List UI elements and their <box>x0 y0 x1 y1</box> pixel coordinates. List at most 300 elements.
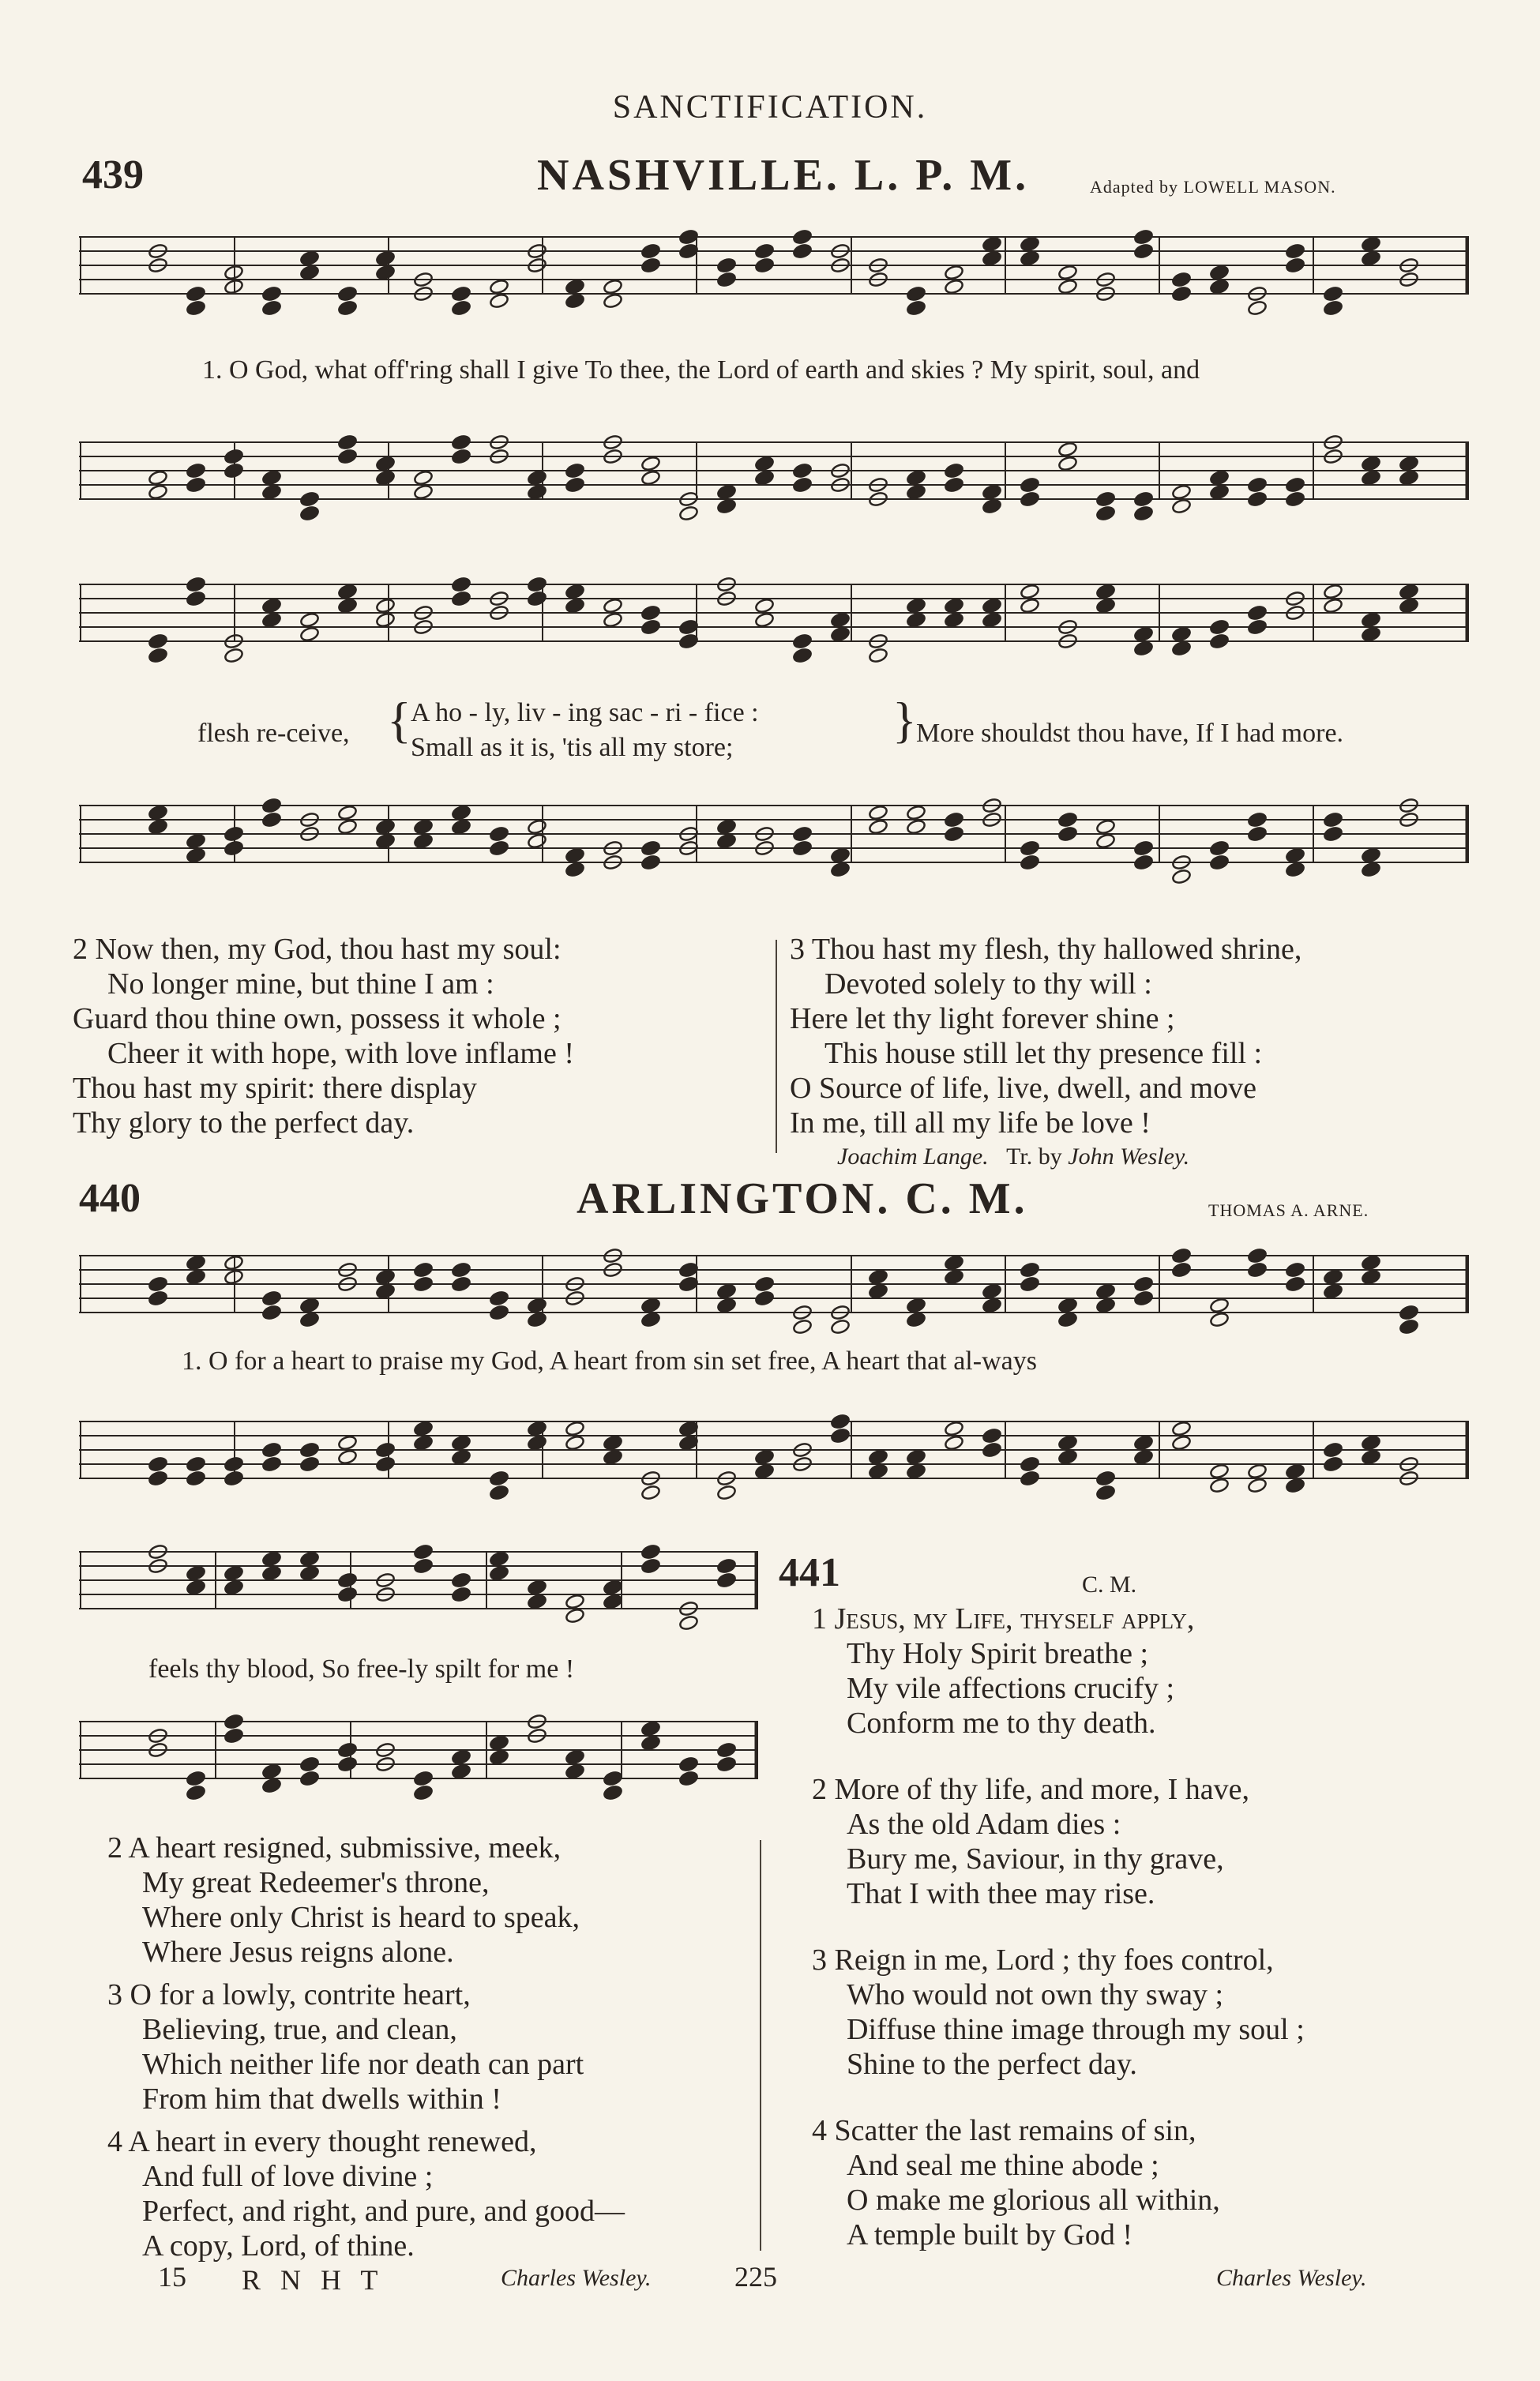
note-head <box>716 1485 736 1500</box>
note-head <box>982 612 1001 629</box>
note-head <box>337 286 357 302</box>
note-head <box>1095 598 1115 614</box>
note-head <box>640 243 660 260</box>
note-head <box>944 477 963 494</box>
note-head <box>1247 812 1267 828</box>
note-head <box>489 293 509 310</box>
note-head <box>261 484 281 501</box>
note-head <box>1323 286 1343 302</box>
note-head <box>299 1565 319 1582</box>
note-head <box>527 470 547 486</box>
note-head <box>754 1463 774 1480</box>
note-head <box>982 236 1001 253</box>
music-staff-bass-439-1 <box>79 426 1469 529</box>
note-head <box>944 598 963 614</box>
verse-line: Guard thou thine own, possess it whole ; <box>73 1002 562 1035</box>
note-head <box>337 598 357 614</box>
note-head <box>223 1579 243 1596</box>
note-head <box>565 1435 584 1452</box>
hymn-440-verses <box>107 1831 625 2263</box>
note-head <box>299 1551 319 1568</box>
note-head <box>1095 1485 1115 1500</box>
note-head <box>261 286 281 302</box>
note-head <box>716 498 736 515</box>
note-head <box>1057 1435 1077 1452</box>
note-head <box>982 1283 1001 1300</box>
note-head <box>1020 1262 1039 1279</box>
translator-name: John Wesley. <box>1068 1144 1190 1170</box>
note-head <box>982 484 1001 501</box>
note-head <box>1361 1435 1380 1452</box>
note-head <box>451 591 471 607</box>
note-head <box>413 484 433 501</box>
note-head <box>716 484 736 501</box>
note-head <box>337 1742 357 1759</box>
note-head <box>1361 1255 1380 1271</box>
verse-line: 1 Jesus, my Life, thyself apply, <box>812 1602 1195 1636</box>
note-head <box>830 1428 850 1444</box>
note-head <box>944 1435 963 1452</box>
note-head <box>451 300 471 317</box>
note-head <box>1171 869 1191 885</box>
note-head <box>754 257 774 274</box>
note-head <box>1095 584 1115 600</box>
note-head <box>148 1456 167 1473</box>
note-head <box>1057 826 1077 843</box>
note-head <box>413 1262 433 1279</box>
note-head <box>754 1449 774 1466</box>
tune-title-nashville: NASHVILLE. L. P. M. <box>537 151 1030 200</box>
note-head <box>1209 279 1229 295</box>
note-head <box>640 1298 660 1314</box>
verse-line: In me, till all my life be love ! <box>790 1106 1151 1140</box>
note-head <box>716 1298 736 1314</box>
hymn-number-441: 441 <box>779 1550 840 1595</box>
hymn-439-verse-2 <box>73 932 574 1140</box>
verse-line: Diffuse thine image through my soul ; <box>847 2013 1305 2046</box>
note-head <box>603 1785 622 1801</box>
note-head <box>1209 265 1229 281</box>
verse-line: Who would not own thy sway ; <box>847 1978 1224 2011</box>
note-head <box>375 1442 395 1459</box>
note-head <box>603 1579 622 1596</box>
note-head <box>603 1594 622 1610</box>
note-head <box>792 1319 812 1335</box>
note-head <box>261 1778 281 1794</box>
note-head <box>1399 1305 1418 1321</box>
note-head <box>830 847 850 864</box>
verse-line: Where only Christ is heard to speak, <box>142 1901 580 1934</box>
note-head <box>1323 1283 1343 1300</box>
note-head <box>527 1579 547 1596</box>
note-head <box>1285 491 1305 508</box>
verse-line: Conform me to thy death. <box>847 1707 1156 1740</box>
column-divider-2 <box>760 1840 761 2251</box>
note-head <box>868 819 888 836</box>
note-head <box>1133 640 1153 657</box>
note-head <box>261 1763 281 1780</box>
music-staff-treble-439-2 <box>79 569 1469 671</box>
note-head <box>223 1456 243 1473</box>
note-head <box>1133 840 1153 857</box>
note-head <box>1323 598 1343 614</box>
author-name: Joachim Lange. <box>837 1144 989 1170</box>
note-head <box>792 648 812 664</box>
note-head <box>792 840 812 857</box>
note-head <box>754 612 774 629</box>
note-head <box>640 1312 660 1328</box>
note-head <box>1057 812 1077 828</box>
verse-line: From him that dwells within ! <box>142 2082 501 2116</box>
note-head <box>375 598 395 614</box>
note-head <box>451 805 471 821</box>
note-head <box>337 434 357 451</box>
note-head <box>830 1414 850 1430</box>
note-head <box>299 250 319 267</box>
note-head <box>1361 456 1380 472</box>
brace-open: { <box>387 692 411 748</box>
note-head <box>375 833 395 850</box>
note-head <box>1171 484 1191 501</box>
note-head <box>1095 1283 1115 1300</box>
verse-line: Which neither life nor death can part <box>142 2048 584 2081</box>
note-head <box>1209 619 1229 636</box>
verse-line: Thy Holy Spirit breathe ; <box>847 1637 1149 1670</box>
note-head <box>223 449 243 465</box>
note-head <box>413 1771 433 1787</box>
note-head <box>337 449 357 465</box>
note-head <box>413 1421 433 1437</box>
note-head <box>1399 584 1418 600</box>
note-head <box>1209 1478 1229 1494</box>
note-head <box>186 833 205 850</box>
note-head <box>375 470 395 486</box>
verse-line: And full of love divine ; <box>142 2160 434 2193</box>
note-head <box>1171 498 1191 515</box>
note-head <box>451 434 471 451</box>
note-head <box>1323 826 1343 843</box>
note-head <box>754 243 774 260</box>
note-head <box>261 300 281 317</box>
music-staff-bass-439-2 <box>79 790 1469 892</box>
note-head <box>640 1544 660 1560</box>
note-head <box>678 229 698 246</box>
note-head <box>565 463 584 479</box>
note-head <box>337 1435 357 1452</box>
note-head <box>868 1449 888 1466</box>
note-head <box>1247 477 1267 494</box>
footer-signature-letters: R N H T <box>242 2264 385 2296</box>
note-head <box>678 633 698 650</box>
note-head <box>451 1262 471 1279</box>
note-head <box>1285 477 1305 494</box>
note-head <box>565 598 584 614</box>
hymn-439-lyric-line-2c: Small as it is, 'tis all my store; <box>411 733 734 762</box>
verse-line: Thy glory to the perfect day. <box>73 1106 415 1140</box>
note-head <box>1209 470 1229 486</box>
note-head <box>906 1298 926 1314</box>
note-head <box>1020 1456 1039 1473</box>
note-head <box>640 1721 660 1737</box>
verse-line: O Source of life, live, dwell, and move <box>790 1072 1256 1105</box>
composer-name: LOWELL MASON. <box>1183 177 1336 197</box>
note-head <box>1399 598 1418 614</box>
note-head <box>1361 612 1380 629</box>
note-head <box>678 1435 698 1452</box>
verse-line: Shine to the perfect day. <box>847 2048 1137 2081</box>
note-head <box>1361 1449 1380 1466</box>
note-head <box>754 598 774 614</box>
note-head <box>1285 243 1305 260</box>
note-head <box>1133 229 1153 246</box>
note-head <box>527 1594 547 1610</box>
note-head <box>603 1435 622 1452</box>
note-head <box>1171 640 1191 657</box>
note-head <box>337 1756 357 1773</box>
note-head <box>337 1572 357 1589</box>
note-head <box>261 1305 281 1321</box>
note-head <box>1020 598 1039 614</box>
note-head <box>337 584 357 600</box>
note-head <box>1247 826 1267 843</box>
tune-title-arlington: ARLINGTON. C. M. <box>577 1174 1028 1223</box>
note-head <box>830 612 850 629</box>
note-head <box>186 847 205 864</box>
note-head <box>678 1421 698 1437</box>
note-head <box>906 819 926 836</box>
verse-line: 3 Thou hast my flesh, thy hallowed shrine, <box>790 933 1302 966</box>
note-head <box>1209 1298 1229 1314</box>
note-head <box>299 265 319 281</box>
column-divider <box>776 940 777 1153</box>
note-head <box>1247 1478 1267 1494</box>
note-head <box>565 279 584 295</box>
note-head <box>527 819 547 836</box>
note-head <box>678 1756 698 1773</box>
note-head <box>640 1735 660 1752</box>
note-head <box>830 626 850 643</box>
note-head <box>1247 619 1267 636</box>
note-head <box>982 498 1001 515</box>
note-head <box>148 633 167 650</box>
note-head <box>603 279 622 295</box>
note-head <box>1361 236 1380 253</box>
note-head <box>148 484 167 501</box>
verse-line: A temple built by God ! <box>847 2218 1133 2251</box>
note-head <box>223 840 243 857</box>
note-head <box>451 1587 471 1603</box>
note-head <box>261 1551 281 1568</box>
note-head <box>1247 605 1267 622</box>
note-head <box>678 505 698 522</box>
note-head <box>413 1785 433 1801</box>
verse-line: 3 Reign in me, Lord ; thy foes control, <box>812 1943 1274 1977</box>
note-head <box>1133 626 1153 643</box>
note-head <box>716 257 736 274</box>
note-head <box>716 272 736 288</box>
note-head <box>527 1435 547 1452</box>
note-head <box>1020 250 1039 267</box>
note-head <box>1057 441 1077 458</box>
note-head <box>1361 1269 1380 1286</box>
hymn-439-lyric-line-2a: flesh re-ceive, <box>197 719 350 748</box>
note-head <box>792 826 812 843</box>
note-head <box>640 854 660 871</box>
note-head <box>527 591 547 607</box>
note-head <box>1171 1421 1191 1437</box>
note-head <box>640 1485 660 1500</box>
hymn-439-attribution <box>837 1144 1189 1170</box>
note-head <box>1361 250 1380 267</box>
note-head <box>337 300 357 317</box>
note-head <box>413 470 433 486</box>
note-head <box>565 1421 584 1437</box>
hymn-440-lyric-line-2: feels thy blood, So free-ly spilt for me ! <box>148 1654 575 1684</box>
note-head <box>1020 584 1039 600</box>
verse-line: Cheer it with hope, with love inflame ! <box>107 1037 574 1070</box>
note-head <box>982 1428 1001 1444</box>
note-head <box>223 1714 243 1730</box>
note-head <box>792 477 812 494</box>
note-head <box>565 847 584 864</box>
verse-line: That I with thee may rise. <box>847 1877 1155 1910</box>
note-head <box>792 463 812 479</box>
note-head <box>1209 1312 1229 1328</box>
note-head <box>1133 1449 1153 1466</box>
note-head <box>944 1421 963 1437</box>
note-head <box>1095 819 1115 836</box>
hymn-441-author: Charles Wesley. <box>1216 2265 1367 2291</box>
note-head <box>1285 257 1305 274</box>
hymn-number-440: 440 <box>79 1176 141 1221</box>
note-head <box>186 300 205 317</box>
note-head <box>603 293 622 310</box>
note-head <box>261 798 281 814</box>
verse-line: 2 A heart resigned, submissive, meek, <box>107 1831 562 1865</box>
note-head <box>1095 1298 1115 1314</box>
note-head <box>1133 243 1153 260</box>
note-head <box>261 470 281 486</box>
note-head <box>906 805 926 821</box>
note-head <box>1399 456 1418 472</box>
note-head <box>451 449 471 465</box>
note-head <box>678 1771 698 1787</box>
note-head <box>1361 847 1380 864</box>
music-staff-treble-439-1 <box>79 221 1469 324</box>
note-head <box>944 265 963 281</box>
note-head <box>299 1298 319 1314</box>
hymn-440-lyric-line-1: 1. O for a heart to praise my God, A heart from sin set free, A heart that al-ways <box>182 1346 1037 1376</box>
note-head <box>299 491 319 508</box>
note-head <box>906 612 926 629</box>
note-head <box>451 1276 471 1293</box>
note-head <box>223 463 243 479</box>
note-head <box>186 1771 205 1787</box>
note-head <box>1057 265 1077 281</box>
note-head <box>375 1269 395 1286</box>
note-head <box>944 812 963 828</box>
note-head <box>1399 470 1418 486</box>
note-head <box>489 1305 509 1321</box>
note-head <box>337 819 357 836</box>
verse-line: A copy, Lord, of thine. <box>142 2229 415 2263</box>
note-head <box>1057 279 1077 295</box>
note-head <box>375 265 395 281</box>
note-head <box>1057 456 1077 472</box>
note-head <box>678 1276 698 1293</box>
verse-line: Here let thy light forever shine ; <box>790 1002 1175 1035</box>
note-head <box>640 619 660 636</box>
note-head <box>640 605 660 622</box>
note-head <box>565 1608 584 1624</box>
note-head <box>186 1785 205 1801</box>
note-head <box>906 1463 926 1480</box>
note-head <box>1323 1269 1343 1286</box>
note-head <box>186 477 205 494</box>
note-head <box>1285 1276 1305 1293</box>
note-head <box>148 1276 167 1293</box>
music-staff-treble-440-2 <box>79 1536 758 1631</box>
note-head <box>489 1485 509 1500</box>
note-head <box>565 1749 584 1766</box>
note-head <box>868 805 888 821</box>
note-head <box>1095 833 1115 850</box>
note-head <box>640 257 660 274</box>
note-head <box>982 1442 1001 1459</box>
note-head <box>1247 1463 1267 1480</box>
note-head <box>754 456 774 472</box>
note-head <box>678 1615 698 1631</box>
note-head <box>906 300 926 317</box>
verse-line: This house still let thy presence fill : <box>824 1037 1263 1070</box>
note-head <box>451 576 471 593</box>
verse-line: Devoted solely to thy will : <box>824 967 1152 1001</box>
note-head <box>186 591 205 607</box>
note-head <box>223 648 243 664</box>
note-head <box>1095 505 1115 522</box>
note-head <box>1285 1463 1305 1480</box>
note-head <box>1171 1435 1191 1452</box>
note-head <box>375 250 395 267</box>
note-head <box>754 470 774 486</box>
note-head <box>906 286 926 302</box>
note-head <box>299 612 319 629</box>
verse-line: 4 A heart in every thought renewed, <box>107 2125 537 2158</box>
note-head <box>489 1749 509 1766</box>
note-head <box>1171 286 1191 302</box>
composer-prefix: Adapted by <box>1090 177 1179 197</box>
note-head <box>1285 1478 1305 1494</box>
note-head <box>565 477 584 494</box>
note-head <box>1020 1276 1039 1293</box>
note-head <box>1171 1248 1191 1264</box>
note-head <box>186 1269 205 1286</box>
note-head <box>186 1456 205 1473</box>
note-head <box>1020 236 1039 253</box>
note-head <box>1323 812 1343 828</box>
note-head <box>868 1269 888 1286</box>
verse-line: Thou hast my spirit: there display <box>73 1072 477 1105</box>
note-head <box>1171 272 1191 288</box>
note-head <box>261 1442 281 1459</box>
note-head <box>1020 854 1039 871</box>
note-head <box>565 584 584 600</box>
note-head <box>906 1449 926 1466</box>
music-staff-bass-440-1 <box>79 1406 1469 1500</box>
note-head <box>603 612 622 629</box>
note-head <box>1133 1276 1153 1293</box>
note-head <box>489 1551 509 1568</box>
